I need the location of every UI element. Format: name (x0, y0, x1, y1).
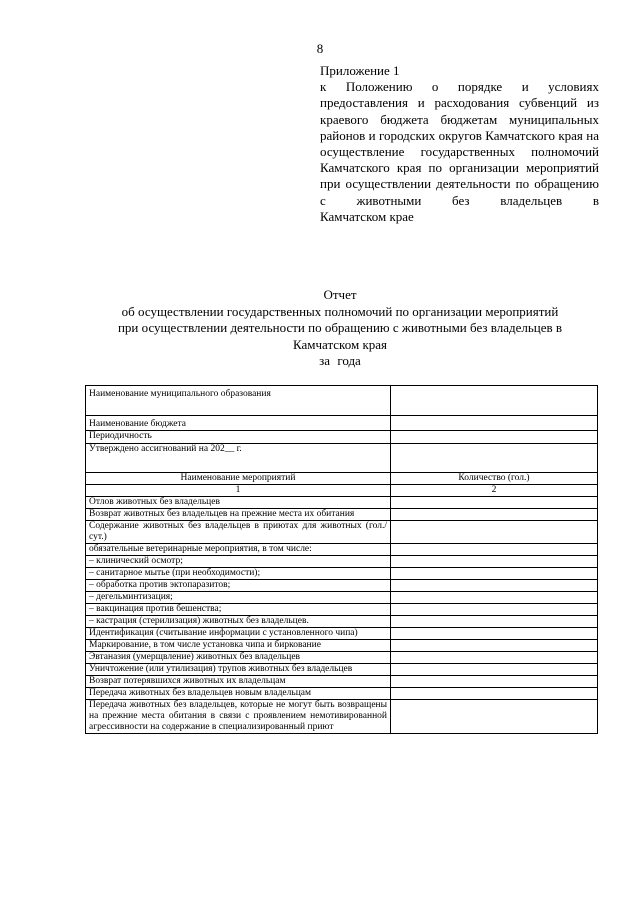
appendix-title: Приложение 1 (320, 63, 400, 78)
activity-value (391, 509, 598, 521)
appendix-last-line: Камчатском крае (320, 208, 414, 224)
activity-label: Возврат потерявшихся животных их владельцам (86, 676, 391, 688)
column-number-2: 2 (391, 485, 598, 497)
info-value (391, 386, 598, 416)
appendix-block (320, 63, 599, 225)
activity-label: – кастрация (стерилизация) животных без владельцев. (86, 616, 391, 628)
activity-label: Отлов животных без владельцев (86, 497, 391, 509)
info-label: Утверждено ассигнований на 202__ г. (86, 444, 391, 473)
report-header (80, 287, 600, 370)
table-row (86, 640, 598, 652)
activity-label: – клинический осмотр; (86, 556, 391, 568)
activity-label: – вакцинация против бешенства; (86, 604, 391, 616)
activity-value (391, 568, 598, 580)
report-table (85, 385, 598, 734)
activity-value (391, 497, 598, 509)
table-row (86, 568, 598, 580)
column-number-1: 1 (86, 485, 391, 497)
report-subtitle-line-1: об осуществлении государственных полномочий по организации мероприятий (121, 303, 559, 319)
activity-label: Идентификация (считывание информации с установленного чипа) (86, 628, 391, 640)
activity-label: Содержание животных без владельцев в приютах для животных (гол./сут.) (86, 521, 391, 544)
table-row (86, 592, 598, 604)
info-value (391, 444, 598, 473)
table-row (86, 497, 598, 509)
activity-value (391, 628, 598, 640)
info-value (391, 416, 598, 431)
report-period (80, 353, 600, 370)
table-row (86, 386, 598, 416)
activity-label: – обработка против эктопаразитов; (86, 580, 391, 592)
table-row (86, 616, 598, 628)
table-header-number-row (86, 485, 598, 497)
table-row (86, 544, 598, 556)
table-row (86, 628, 598, 640)
report-subtitle-line-3: Камчатском края (292, 336, 388, 352)
activity-value (391, 688, 598, 700)
info-label: Периодичность (86, 431, 391, 444)
info-value (391, 431, 598, 444)
table-header-row (86, 473, 598, 485)
activity-value (391, 556, 598, 568)
activity-value (391, 700, 598, 734)
info-label: Наименование бюджета (86, 416, 391, 431)
table-row (86, 431, 598, 444)
activity-label: – дегельминтизация; (86, 592, 391, 604)
report-subtitle-line-2: при осуществлении деятельности по обращению с животными без владельцев в (117, 320, 563, 335)
activity-value (391, 676, 598, 688)
table-row (86, 604, 598, 616)
table-row (86, 688, 598, 700)
activity-value (391, 544, 598, 556)
activity-value (391, 640, 598, 652)
column-header-activity: Наименование мероприятий (86, 473, 391, 485)
column-header-quantity: Количество (гол.) (391, 473, 598, 485)
table-row (86, 416, 598, 431)
period-suffix: года (337, 353, 361, 368)
table-row (86, 652, 598, 664)
table-row (86, 700, 598, 734)
activity-label: обязательные ветеринарные мероприятия, в том числе: (86, 544, 391, 556)
activity-value (391, 664, 598, 676)
table-row (86, 509, 598, 521)
activity-label: Эвтаназия (умерщвление) животных без владельцев (86, 652, 391, 664)
activity-label: Передача животных без владельцев новым владельцам (86, 688, 391, 700)
appendix-text: к Положению о порядке и условиях предоставления и расходования субвенций из краевого бюджета бюджетам муниципальных районов и городских округов Камчатского края на осуществление государственных полномочий Камчатского края по организации мероприятий при осуществлении деятельности по обращению с животными без владельцев в (320, 79, 599, 208)
table-row (86, 676, 598, 688)
report-title: Отчет (323, 287, 357, 302)
activity-value (391, 580, 598, 592)
info-label: Наименование муниципального образования (86, 386, 391, 416)
activity-value (391, 604, 598, 616)
activity-label: Передача животных без владельцев, которые не могут быть возвращены на прежние места обитания в связи с проявлением немотивированной агрессивности на содержание в специализированный приют (86, 700, 391, 734)
period-prefix: за (319, 353, 331, 368)
table-row (86, 556, 598, 568)
activity-label: – санитарное мытье (при необходимости); (86, 568, 391, 580)
activity-value (391, 592, 598, 604)
activity-value (391, 521, 598, 544)
activity-label: Маркирование, в том числе установка чипа и биркование (86, 640, 391, 652)
page-number: 8 (316, 41, 324, 56)
activity-value (391, 616, 598, 628)
table-row (86, 444, 598, 473)
table-row (86, 521, 598, 544)
activity-label: Возврат животных без владельцев на прежние места их обитания (86, 509, 391, 521)
table-row (86, 580, 598, 592)
activity-label: Уничтожение (или утилизация) трупов животных без владельцев (86, 664, 391, 676)
activity-value (391, 652, 598, 664)
table-row (86, 664, 598, 676)
